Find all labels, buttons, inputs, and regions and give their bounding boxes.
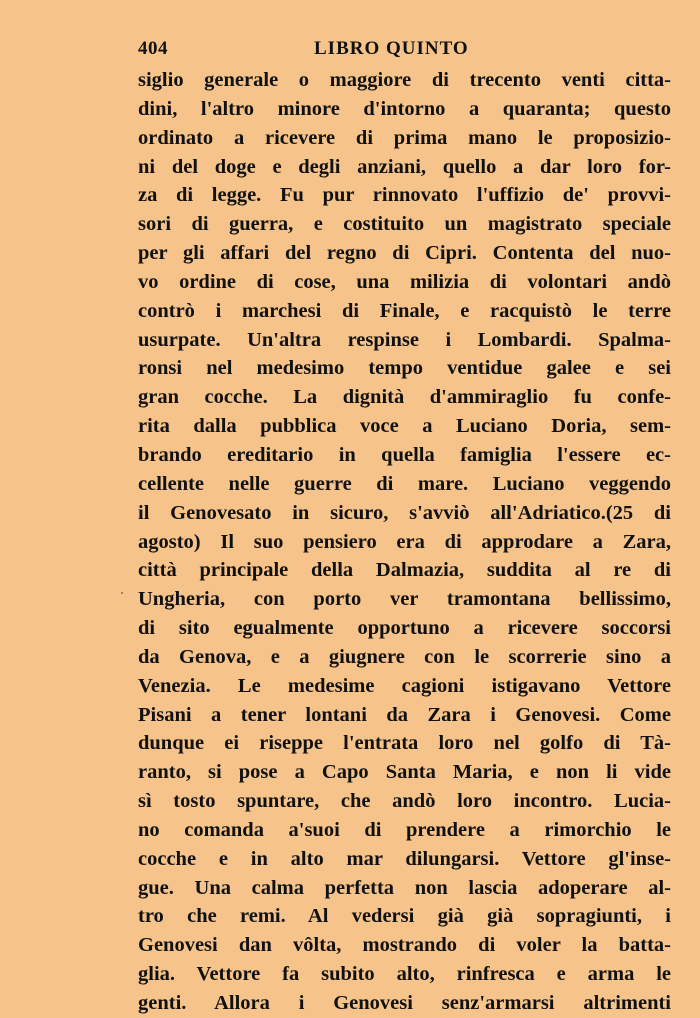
text-line: Genovesi dan vôlta, mostrando di voler la batta-: [138, 934, 671, 957]
text-line: agosto) Il suo pensiero era di approdare a Zara,: [138, 530, 671, 553]
text-line: gue. Una calma perfetta non lascia adoperare al-: [138, 876, 671, 899]
text-line: sori di guerra, e costituito un magistrato speciale: [138, 213, 671, 236]
text-line: Pisani a tener lontani da Zara i Genovesi. Come: [138, 703, 671, 726]
text-line: rita dalla pubblica voce a Luciano Doria, sem-: [138, 415, 671, 438]
page-number: 404: [138, 38, 168, 59]
text-line: vo ordine di cose, una milizia di volontari andò: [138, 270, 671, 293]
text-line: Venezia. Le medesime cagioni istigavano Vettore: [138, 674, 671, 697]
text-line: per gli affari del regno di Cipri. Contenta del nuo-: [138, 242, 671, 265]
margin-speck: [121, 592, 123, 594]
running-head: [138, 38, 671, 64]
text-line: glia. Vettore fa subito alto, rinfresca e arma le: [138, 963, 671, 986]
text-line: di sito egualmente opportuno a ricevere soccorsi: [138, 617, 671, 640]
text-line: cocche e in alto mar dilungarsi. Vettore gl'inse-: [138, 847, 671, 870]
text-line: Ungheria, con porto ver tramontana bellissimo,: [138, 588, 671, 611]
text-line: cellente nelle guerre di mare. Luciano veggendo: [138, 472, 671, 495]
text-line: contrò i marchesi di Finale, e racquistò le terre: [138, 299, 671, 322]
text-line: za di legge. Fu pur rinnovato l'uffizio de' provvi-: [138, 184, 671, 207]
text-line: ronsi nel medesimo tempo ventidue galee e sei: [138, 357, 671, 380]
text-line: genti. Allora i Genovesi senz'armarsi altrimenti: [138, 992, 671, 1014]
text-line: dunque ei riseppe l'entrata loro nel golfo di Tà-: [138, 732, 671, 755]
body-text: [138, 66, 671, 1018]
text-line: il Genovesato in sicuro, s'avviò all'Adriatico.(25 di: [138, 501, 671, 524]
text-line: città principale della Dalmazia, suddita al re di: [138, 559, 671, 582]
text-line: tro che remi. Al vedersi già già sopragiunti, i: [138, 905, 671, 928]
book-title: LIBRO QUINTO: [314, 38, 469, 59]
text-line: siglio generale o maggiore di trecento venti citta-: [138, 69, 671, 91]
text-line: ordinato a ricevere di prima mano le proposizio-: [138, 126, 671, 149]
text-line: gran cocche. La dignità d'ammiraglio fu confe-: [138, 386, 671, 409]
text-line: dini, l'altro minore d'intorno a quaranta; questo: [138, 97, 671, 120]
text-line: no comanda a'suoi di prendere a rimorchio le: [138, 818, 671, 841]
text-line: brando ereditario in quella famiglia l'essere ec-: [138, 443, 671, 466]
text-line: da Genova, e a giugnere con le scorrerie sino a: [138, 645, 671, 668]
text-line: usurpate. Un'altra respinse i Lombardi. Spalma-: [138, 328, 671, 351]
text-line: ni del doge e degli anziani, quello a dar loro for-: [138, 155, 671, 178]
text-line: ranto, si pose a Capo Santa Maria, e non li vide: [138, 761, 671, 784]
text-line: sì tosto spuntare, che andò loro incontro. Lucia-: [138, 790, 671, 813]
